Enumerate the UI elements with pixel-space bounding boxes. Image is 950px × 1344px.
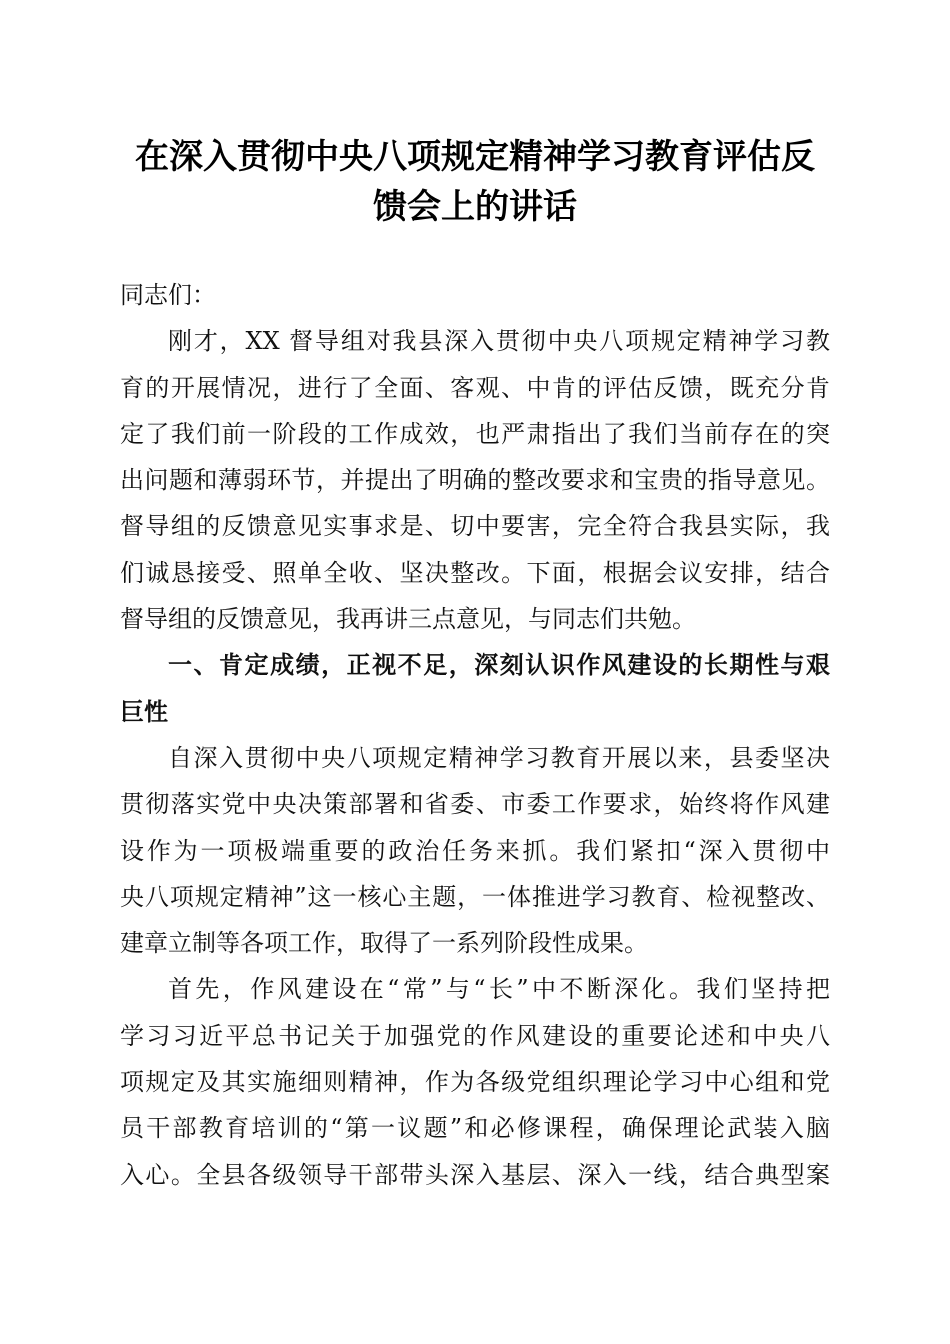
paragraph-3-line-5: 入心。全县各级领导干部带头深入基层、深入一线，结合典型案 — [120, 1160, 830, 1189]
paragraph-2-line-2: 贯彻落实党中央决策部署和省委、市委工作要求，始终将作风建 — [120, 790, 830, 819]
paragraph-1-line-3: 定了我们前一阶段的工作成效，也严肃指出了我们当前存在的突 — [120, 419, 830, 448]
document-body — [120, 272, 830, 1198]
paragraph-3-line-1: 首先，作风建设在“常”与“长”中不断深化。我们坚持把 — [168, 975, 830, 1004]
paragraph-1-line-6: 们诚恳接受、照单全收、坚决整改。下面，根据会议安排，结合 — [120, 558, 830, 587]
paragraph-3-line-4: 员干部教育培训的“第一议题”和必修课程，确保理论武装入脑 — [120, 1114, 830, 1143]
title-line-2: 馈会上的讲话 — [373, 187, 577, 227]
paragraph-1-line-1: 刚才，XX 督导组对我县深入贯彻中央八项规定精神学习教 — [168, 327, 830, 356]
paragraph-1-line-4: 出问题和薄弱环节，并提出了明确的整改要求和宝贵的指导意见。 — [120, 466, 830, 495]
paragraph-2-line-5: 建章立制等各项工作，取得了一系列阶段性成果。 — [120, 929, 648, 958]
paragraph-1-line-2: 育的开展情况，进行了全面、客观、中肯的评估反馈，既充分肯 — [120, 373, 830, 402]
paragraph-2-line-1: 自深入贯彻中央八项规定精神学习教育开展以来，县委坚决 — [168, 743, 830, 772]
paragraph-1-line-7: 督导组的反馈意见，我再讲三点意见，与同志们共勉。 — [120, 605, 696, 634]
section-heading-1-line-2: 巨性 — [120, 697, 168, 726]
paragraph-3-line-3: 项规定及其实施细则精神，作为各级党组织理论学习中心组和党 — [120, 1068, 830, 1097]
section-heading-1-line-1: 一、肯定成绩，正视不足，深刻认识作风建设的长期性与艰 — [168, 651, 830, 680]
paragraph-3-line-2: 学习习近平总书记关于加强党的作风建设的重要论述和中央八 — [120, 1021, 830, 1050]
salutation: 同志们： — [120, 281, 216, 309]
document-title — [100, 132, 850, 232]
paragraph-1-line-5: 督导组的反馈意见实事求是、切中要害，完全符合我县实际，我 — [120, 512, 830, 541]
paragraph-2-line-4: 央八项规定精神”这一核心主题，一体推进学习教育、检视整改、 — [120, 882, 830, 911]
paragraph-2-line-3: 设作为一项极端重要的政治任务来抓。我们紧扣“深入贯彻中 — [120, 836, 830, 865]
title-line-1: 在深入贯彻中央八项规定精神学习教育评估反 — [135, 137, 815, 177]
